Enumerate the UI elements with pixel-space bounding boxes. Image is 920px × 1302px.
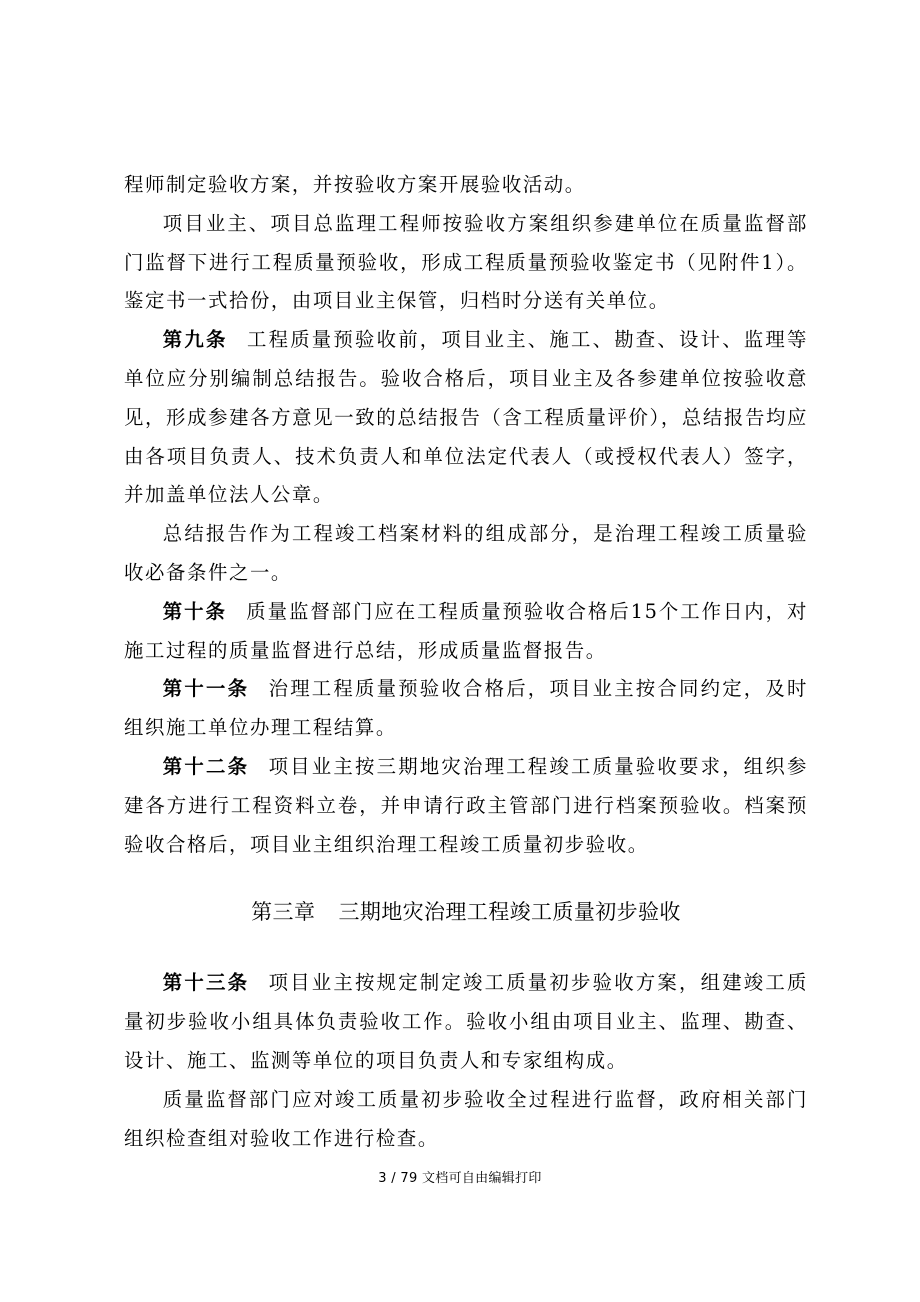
article-label: 第十条 [162,599,227,623]
paragraph-text: 项目业主、项目总监理工程师按验收方案组织参建单位在质量监督部门监督下进行工程质量预验收，形成工程质量预验收鉴定书（见附件1）。鉴定书一式拾份，由项目业主保管，归档时分送有关单位。 [124,211,808,313]
chapter-heading [124,893,808,931]
article-label: 第十一条 [162,677,250,701]
article-paragraph [124,670,808,748]
paragraph-text: 质量监督部门应对竣工质量初步验收全过程进行监督，政府相关部门组织检查组对验收工作进行检查。 [124,1087,808,1150]
article-paragraph [124,593,808,671]
body-paragraph [124,515,808,593]
paragraph-text: 工程质量预验收前，项目业主、施工、勘查、设计、监理等单位应分别编制总结报告。验收合格后，项目业主及各参建单位按验收意见，形成参建各方意见一致的总结报告（含工程质量评价），总结报告均应由各项目负责人、技术负责人和单位法定代表人（或授权代表人）签字，并加盖单位法人公章。 [124,328,808,507]
article-label: 第九条 [162,328,228,352]
section-before-chapter [124,166,808,864]
article-label: 第十三条 [162,971,250,995]
article-label: 第十二条 [162,754,250,778]
section-after-chapter [124,964,808,1158]
page-footer: 3 / 79 文档可自由编辑打印 [378,1171,542,1186]
chapter-title-text: 三期地灾治理工程竣工质量初步验收 [338,900,681,925]
body-paragraph [124,1081,808,1159]
paragraph-text: 程师制定验收方案，并按验收方案开展验收活动。 [124,173,586,196]
body-paragraph [124,205,808,321]
paragraph-text: 质量监督部门应在工程质量预验收合格后15个工作日内，对施工过程的质量监督进行总结，形成质量监督报告。 [124,599,808,662]
paragraph-text: 项目业主按规定制定竣工质量初步验收方案，组建竣工质量初步验收小组具体负责验收工作。验收小组由项目业主、监理、勘查、设计、施工、监测等单位的项目负责人和专家组构成。 [124,971,808,1072]
paragraph-text: 总结报告作为工程竣工档案材料的组成部分，是治理工程竣工质量验收必备条件之一。 [124,522,808,584]
body-paragraph [124,166,808,205]
article-paragraph [124,748,808,864]
article-paragraph [124,321,808,515]
chapter-number: 第三章 [251,900,316,925]
article-paragraph [124,964,808,1080]
paragraph-text: 治理工程质量预验收合格后，项目业主按合同约定，及时组织施工单位办理工程结算。 [124,677,808,740]
document-body [124,166,808,1158]
paragraph-text: 项目业主按三期地灾治理工程竣工质量验收要求，组织参建各方进行工程资料立卷，并申请行政主管部门进行档案预验收。档案预验收合格后，项目业主组织治理工程竣工质量初步验收。 [124,754,808,856]
